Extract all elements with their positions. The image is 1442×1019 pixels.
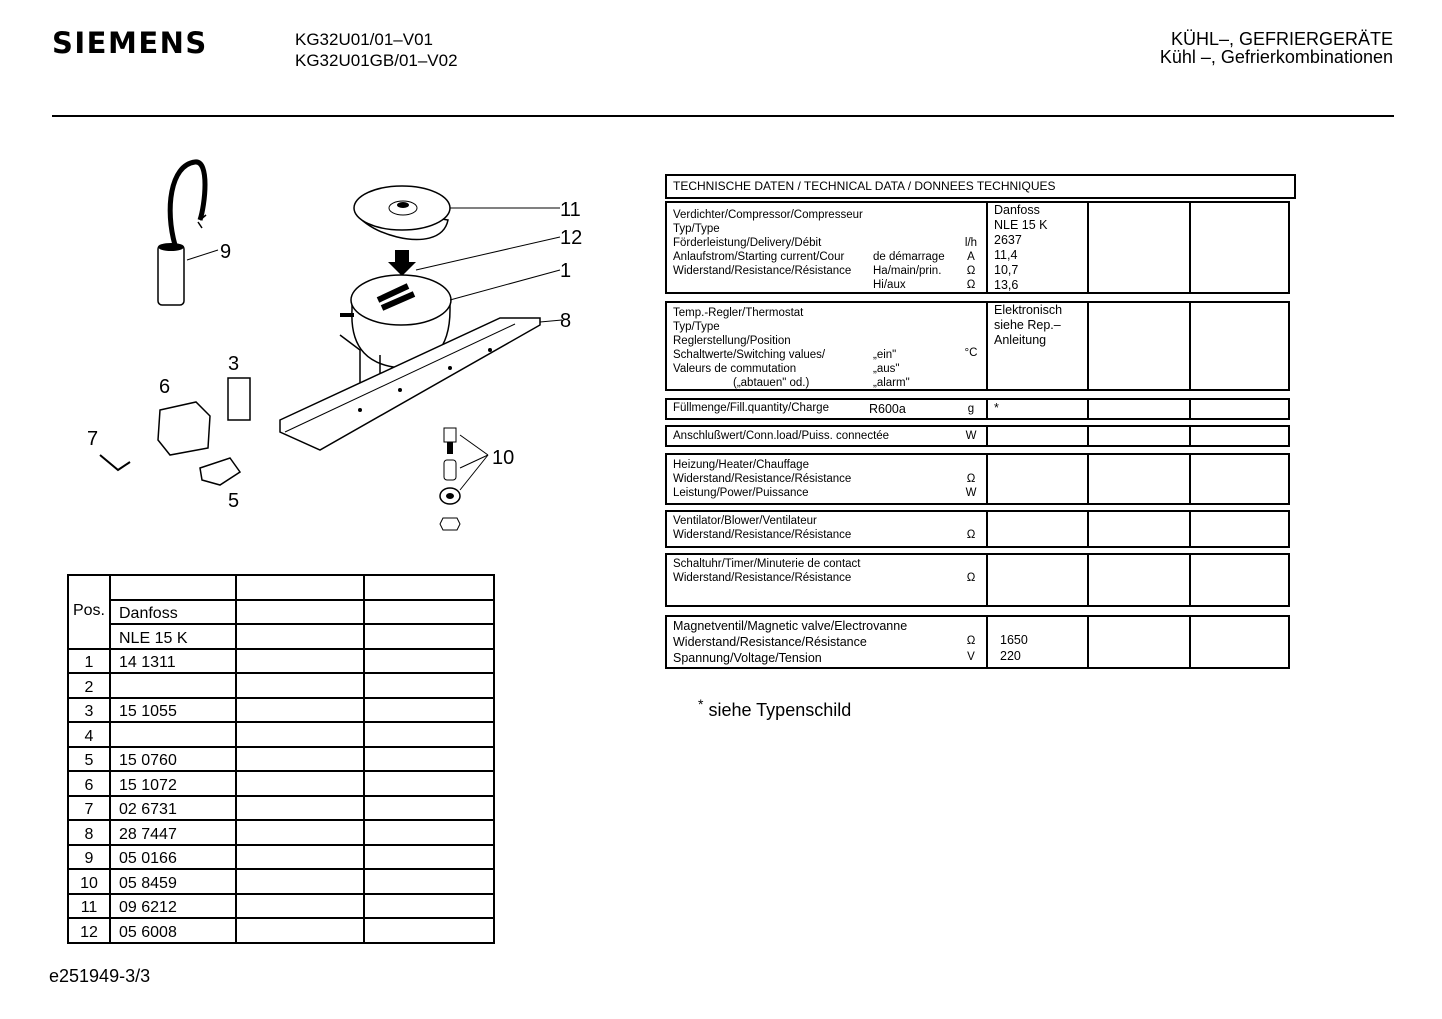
pos-header: Pos. (68, 575, 110, 649)
tech-sublabel: „ein" (873, 349, 897, 361)
part-7-wire-clip (100, 455, 130, 470)
tech-value: 11,4 (994, 248, 1018, 262)
header-divider (52, 115, 1394, 117)
document-id: e251949-3/3 (49, 966, 151, 986)
tech-value: NLE 15 K (994, 218, 1048, 232)
pos-cell: 5 (68, 747, 110, 772)
supplier-cell: Danfoss (110, 600, 236, 625)
callout-3: 3 (228, 353, 240, 375)
tech-unit: Ω (966, 572, 976, 584)
pos-cell: 4 (68, 722, 110, 747)
table-row (68, 869, 494, 894)
category-title: KÜHL–, GEFRIERGERÄTE (1170, 29, 1393, 49)
model-number-1: KG32U01/01–V01 (295, 30, 433, 49)
callout-1: 1 (560, 260, 572, 282)
part-number-cell: 15 1072 (110, 771, 236, 796)
category-subtitle: Kühl –, Gefrierkombinationen (1159, 47, 1393, 67)
pos-cell: 12 (68, 918, 110, 943)
part-number-cell: 15 1055 (110, 698, 236, 723)
pos-cell: 2 (68, 673, 110, 698)
tech-label: Schaltwerte/Switching values/ (673, 349, 826, 361)
part-11-fan-cup (354, 186, 560, 239)
type-cell: NLE 15 K (110, 624, 236, 649)
tech-value: 13,6 (994, 278, 1019, 292)
note-text: siehe Typenschild (708, 700, 852, 720)
tech-unit: °C (964, 347, 978, 359)
callout-8: 8 (560, 310, 572, 332)
table-row (68, 845, 494, 870)
tech-value: 1650 (1000, 633, 1028, 647)
tech-label: Anlaufstrom/Starting current/Cour (673, 251, 845, 263)
part-10-capacitor (158, 162, 218, 305)
tech-label: Füllmenge/Fill.quantity/Charge (673, 402, 829, 414)
tech-value: siehe Rep.– (994, 318, 1061, 332)
exploded-parts-diagram (70, 150, 610, 550)
tech-fill-section (665, 398, 1290, 420)
part-number-cell: 02 6731 (110, 796, 236, 821)
pos-cell: 3 (68, 698, 110, 723)
tech-label: Typ/Type (673, 223, 720, 235)
tech-unit: A (967, 251, 975, 263)
table-row (68, 649, 494, 674)
brand-logo: SIEMENS (52, 26, 208, 60)
tech-label: Schaltuhr/Timer/Minuterie de contact (673, 558, 861, 570)
tech-label: Förderleistung/Delivery/Débit (673, 237, 822, 249)
table-row (68, 747, 494, 772)
callout-7: 7 (87, 428, 99, 450)
tech-label: Widerstand/Resistance/Résistance (673, 529, 852, 541)
table-row (68, 722, 494, 747)
tech-unit: Ω (966, 279, 976, 291)
tech-label: Widerstand/Resistance/Résistance (673, 572, 852, 584)
tech-sublabel: Hi/aux (873, 279, 906, 291)
arrow-12 (388, 250, 416, 276)
tech-label: Anschlußwert/Conn.load/Puiss. connectée (673, 430, 890, 442)
table-row (68, 796, 494, 821)
tech-label: Reglerstellung/Position (673, 335, 791, 347)
tech-unit: g (967, 403, 975, 415)
tech-label: Ventilator/Blower/Ventilateur (673, 515, 817, 527)
note-star: * (698, 696, 704, 712)
type-plate-note (698, 696, 851, 721)
pos-cell: 9 (68, 845, 110, 870)
parts-table (67, 574, 495, 944)
table-row (68, 771, 494, 796)
tech-label: Typ/Type (673, 321, 720, 333)
part-3-relay (228, 378, 250, 420)
part-9-mounting-set (440, 428, 488, 530)
tech-label: Verdichter/Compressor/Compresseur (673, 209, 863, 221)
part-number-cell: 14 1311 (110, 649, 236, 674)
tech-thermostat-section (665, 301, 1290, 391)
tech-value: 220 (1000, 649, 1021, 663)
callout-11: 11 (560, 199, 581, 221)
tech-heater-section (665, 453, 1290, 505)
tech-label: Valeurs de commutation (673, 363, 797, 375)
tech-label: Magnetventil/Magnetic valve/Electrovanne (673, 619, 908, 633)
part-number-cell: 05 8459 (110, 869, 236, 894)
table-row (68, 698, 494, 723)
tech-unit: Ω (966, 635, 976, 647)
pos-cell: 11 (68, 894, 110, 919)
tech-label: Temp.-Regler/Thermostat (673, 307, 804, 319)
tech-value: 2637 (994, 233, 1022, 247)
callout-12: 12 (560, 227, 583, 249)
tech-unit: W (965, 487, 977, 499)
tech-label: Widerstand/Resistance/Résistance (673, 635, 867, 649)
model-number-2: KG32U01GB/01–V02 (295, 51, 458, 70)
tech-value: Elektronisch (994, 303, 1063, 317)
tech-sublabel: de démarrage (873, 251, 945, 263)
tech-unit: Ω (966, 265, 976, 277)
tech-connload-section (665, 425, 1290, 447)
tech-unit: V (967, 651, 975, 663)
part-6-cover (158, 402, 210, 455)
tech-value: * (994, 401, 999, 415)
callout-6: 6 (159, 376, 171, 398)
tech-label: Heizung/Heater/Chauffage (673, 459, 809, 471)
tech-value: Danfoss (994, 203, 1040, 217)
pos-cell: 6 (68, 771, 110, 796)
tech-unit: l/h (964, 237, 978, 249)
part-number-cell: 05 6008 (110, 918, 236, 943)
tech-value: Anleitung (994, 333, 1047, 347)
tech-label: Widerstand/Resistance/Résistance (673, 473, 852, 485)
refrigerant-type: R600a (869, 402, 906, 416)
part-number-cell (110, 722, 236, 747)
part-number-cell: 05 0166 (110, 845, 236, 870)
tech-sublabel: „alarm" (873, 377, 910, 389)
table-row (68, 673, 494, 698)
tech-label: Leistung/Power/Puissance (673, 487, 809, 499)
part-number-cell (110, 673, 236, 698)
pos-cell: 1 (68, 649, 110, 674)
tech-unit: W (965, 430, 977, 442)
technical-data-title: TECHNISCHE DATEN / TECHNICAL DATA / DONNEES TECHNIQUES (665, 174, 1296, 199)
tech-compressor-section (665, 201, 1290, 294)
table-row (68, 918, 494, 943)
part-number-cell: 28 7447 (110, 820, 236, 845)
tech-label: Widerstand/Resistance/Résistance (673, 265, 852, 277)
part-number-cell: 15 0760 (110, 747, 236, 772)
callout-9: 10 (492, 447, 515, 469)
tech-label: („abtauen" od.) (733, 377, 810, 389)
pos-cell: 10 (68, 869, 110, 894)
tech-sublabel: Ha/main/prin. (873, 265, 942, 277)
pos-cell: 7 (68, 796, 110, 821)
tech-blower-section (665, 510, 1290, 548)
callout-5: 5 (228, 490, 240, 512)
callout-10: 9 (220, 241, 232, 263)
part-5-clip (200, 458, 240, 485)
tech-unit: Ω (966, 529, 976, 541)
tech-sublabel: „aus" (873, 363, 900, 375)
tech-value: 10,7 (994, 263, 1019, 277)
tech-valve-section (665, 615, 1290, 669)
part-number-cell: 09 6212 (110, 894, 236, 919)
tech-label: Spannung/Voltage/Tension (673, 651, 822, 665)
tech-timer-section (665, 553, 1290, 607)
table-row (68, 894, 494, 919)
pos-cell: 8 (68, 820, 110, 845)
tech-unit: Ω (966, 473, 976, 485)
table-row (68, 820, 494, 845)
